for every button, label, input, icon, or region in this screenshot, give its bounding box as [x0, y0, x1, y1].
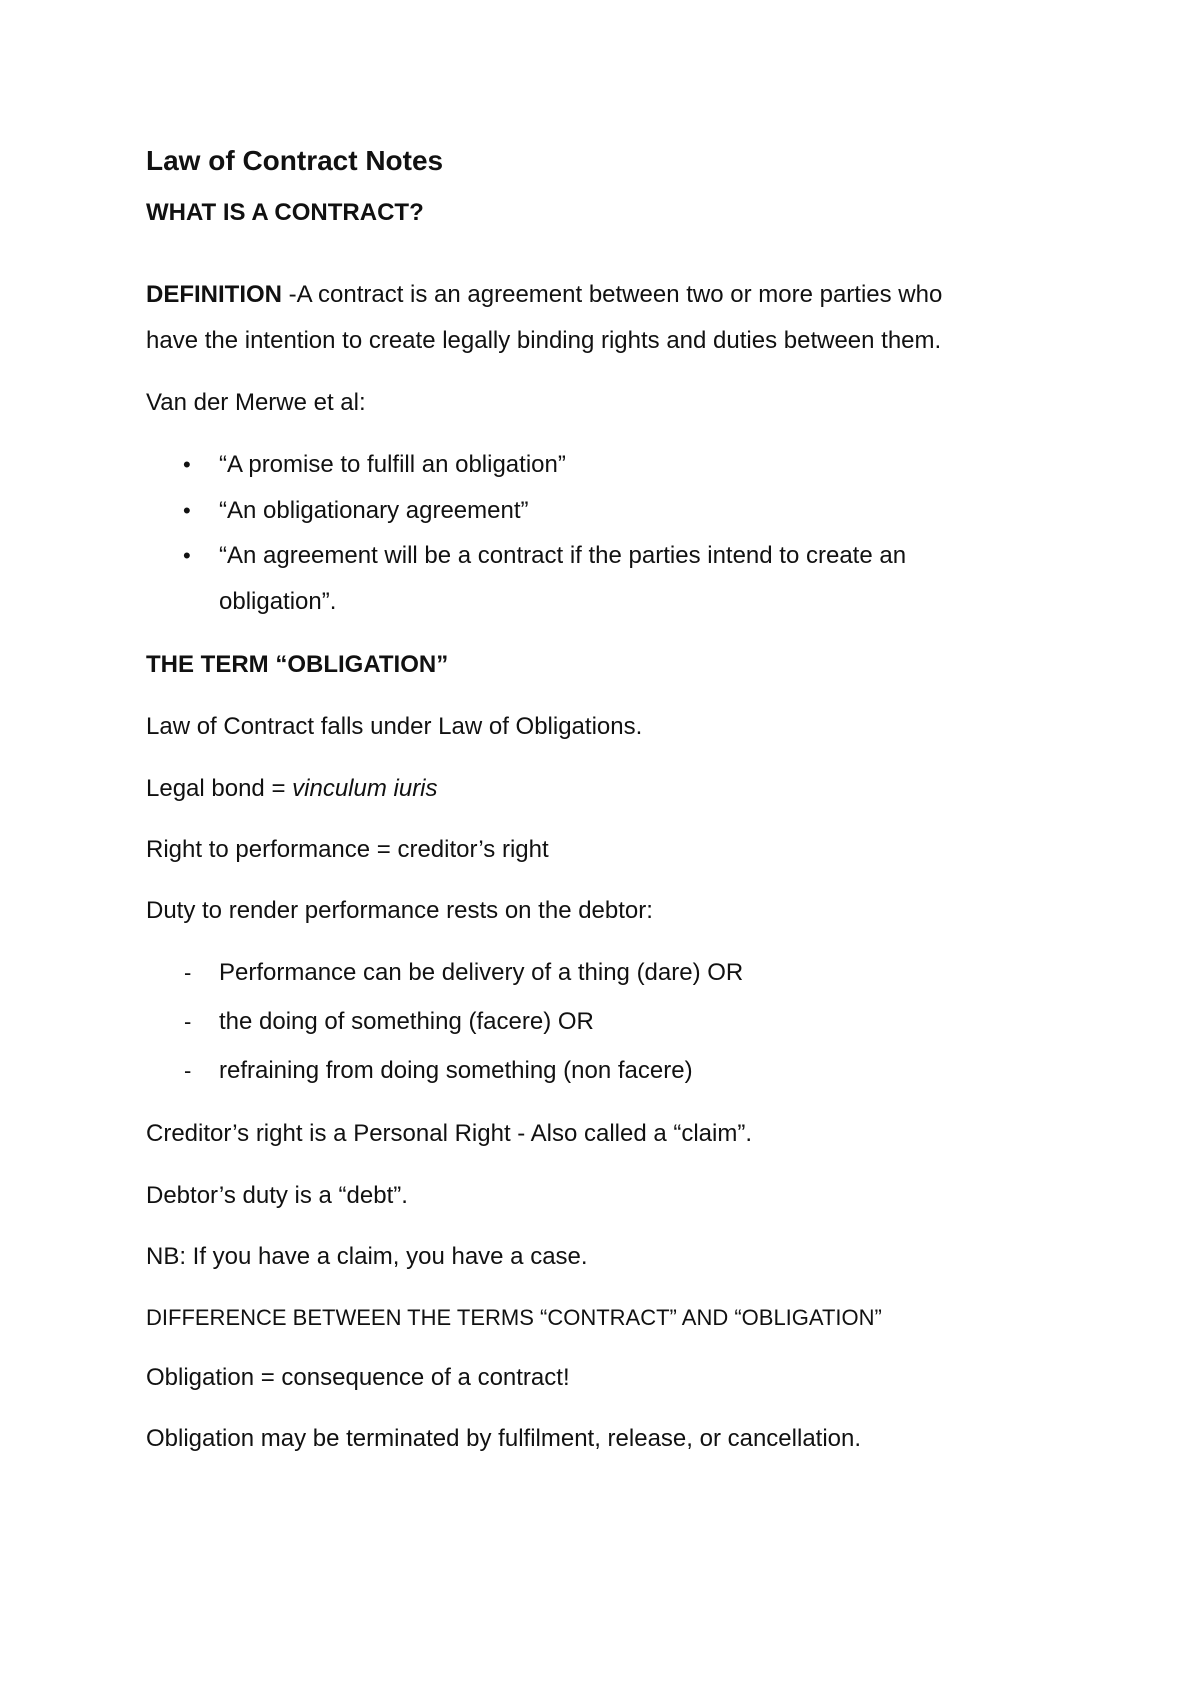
dash-icon: -	[184, 1009, 192, 1034]
definition-line-2: have the intention to create legally binding rights and duties between them.	[146, 327, 942, 354]
section-heading-what-is-contract: WHAT IS A CONTRACT?	[146, 199, 424, 226]
list-item: refraining from doing something (non facere)	[219, 1057, 693, 1084]
duty-to-render-line: Duty to render performance rests on the debtor:	[146, 897, 653, 924]
list-item: “An agreement will be a contract if the parties intend to create an	[219, 542, 907, 569]
definition-label: DEFINITION	[146, 281, 282, 308]
debtors-duty-line: Debtor’s duty is a “debt”.	[146, 1182, 408, 1209]
list-item-continuation: obligation”.	[219, 588, 337, 615]
obligation-terminated-line: Obligation may be terminated by fulfilment, release, or cancellation.	[146, 1425, 862, 1452]
document-title: Law of Contract Notes	[146, 145, 444, 176]
legal-bond-line	[146, 774, 438, 804]
list-item: “A promise to fulfill an obligation”	[219, 451, 566, 478]
obligation-consequence-line: Obligation = consequence of a contract!	[146, 1364, 570, 1391]
list-item: Performance can be delivery of a thing (dare) OR	[219, 959, 744, 986]
list-item: the doing of something (facere) OR	[219, 1008, 594, 1035]
section-heading-term-obligation: THE TERM “OBLIGATION”	[146, 651, 449, 678]
dash-icon: -	[184, 960, 192, 985]
dash-icon: -	[184, 1058, 192, 1083]
bullet-icon: •	[183, 543, 191, 568]
difference-heading: DIFFERENCE BETWEEN THE TERMS “CONTRACT” AND “OBLIGATION”	[146, 1305, 882, 1330]
bullet-icon: •	[183, 452, 191, 477]
right-to-performance-line: Right to performance = creditor’s right	[146, 836, 549, 863]
nb-line: NB: If you have a claim, you have a case.	[146, 1243, 588, 1270]
definition-text-1: -A contract is an agreement between two or more parties who	[282, 281, 943, 308]
bullet-icon: •	[183, 498, 191, 523]
list-item: “An obligationary agreement”	[219, 497, 529, 524]
legal-bond-term: vinculum iuris	[292, 775, 438, 802]
legal-bond-prefix: Legal bond =	[146, 775, 293, 802]
law-of-contract-line: Law of Contract falls under Law of Obligations.	[146, 713, 643, 740]
definition-line-1	[146, 280, 942, 310]
van-der-merwe-intro: Van der Merwe et al:	[146, 389, 366, 416]
creditors-right-line: Creditor’s right is a Personal Right - Also called a “claim”.	[146, 1120, 753, 1147]
